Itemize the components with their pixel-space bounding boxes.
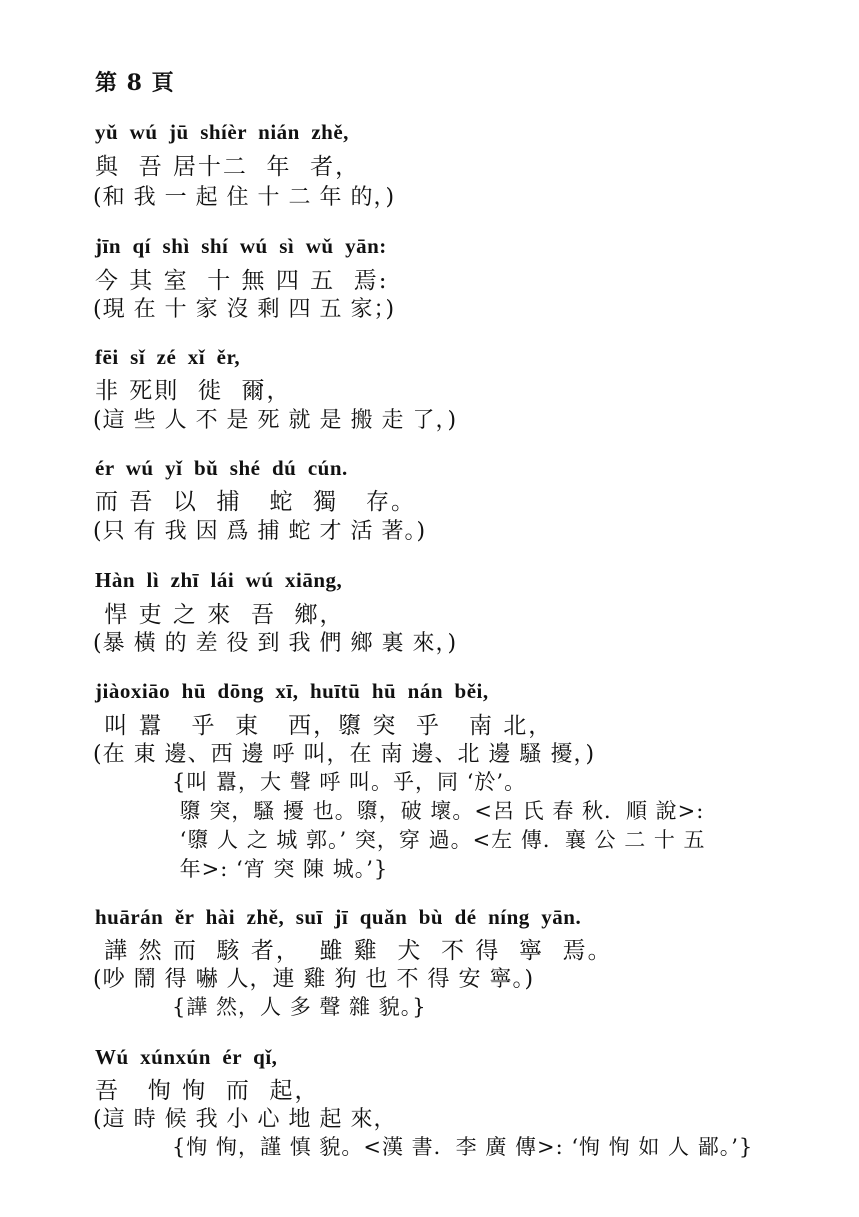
annotation-line: {譁 然，人 多 聲 雜 貌。} bbox=[172, 995, 427, 1019]
chinese-line: 叫 囂 乎 東 西，隳 突 乎 南 北， bbox=[95, 713, 554, 739]
pinyin-line: huārán ěr hài zhě, suī jī quǎn bù dé níng yān. bbox=[95, 905, 582, 929]
translation-line: (在 東 邊、西 邊 呼 叫，在 南 邊、北 邊 騷 擾，) bbox=[93, 742, 596, 767]
annotation-line: 年>: ‘宵 突 陳 城。’} bbox=[172, 857, 389, 881]
translation-line: (暴 橫 的 差 役 到 我 們 鄉 裏 來，) bbox=[93, 631, 458, 656]
translation-line: (和 我 一 起 住 十 二 年 的，) bbox=[93, 185, 396, 210]
chinese-line: 今 其 室 十 無 四 五 焉: bbox=[95, 268, 389, 294]
pinyin-line: Hàn lì zhī lái wú xiāng, bbox=[95, 568, 343, 592]
pinyin-line: jīn qí shì shí wú sì wǔ yān: bbox=[95, 234, 387, 258]
annotation-line: ‘隳 人 之 城 郭。’ 突，穿 過。<左 傳．襄 公 二 十 五 bbox=[172, 828, 706, 852]
translation-line: (這 時 候 我 小 心 地 起 來， bbox=[93, 1107, 397, 1132]
chinese-line: 與 吾 居十二 年 者， bbox=[95, 154, 361, 180]
translation-line: (現 在 十 家 沒 剩 四 五 家；) bbox=[93, 297, 396, 322]
chinese-line: 譁 然 而 駭 者， 雖 雞 犬 不 得 寧 焉。 bbox=[95, 938, 613, 964]
chinese-line: 吾 恂 恂 而 起， bbox=[95, 1078, 320, 1104]
pinyin-line: fēi sǐ zé xǐ ěr, bbox=[95, 345, 241, 369]
pinyin-line: Wú xúnxún ér qǐ, bbox=[95, 1045, 278, 1069]
annotation-line: 隳 突，騷 擾 也。隳，破 壞。<呂 氏 春 秋．順 說>: bbox=[172, 799, 705, 823]
chinese-line: 悍 吏 之 來 吾 鄉， bbox=[95, 602, 345, 628]
translation-line: (吵 鬧 得 嚇 人，連 雞 狗 也 不 得 安 寧。) bbox=[93, 967, 535, 992]
translation-line: (這 些 人 不 是 死 就 是 搬 走 了，) bbox=[93, 408, 458, 433]
chinese-line: 非 死則 徙 爾， bbox=[95, 378, 292, 404]
annotation-line: {叫 囂，大 聲 呼 叫。乎，同 ‘於’。 bbox=[172, 770, 527, 794]
pinyin-line: yǔ wú jū shíèr nián zhě, bbox=[95, 120, 349, 144]
annotation-line: {恂 恂，謹 慎 貌。<漢 書．李 廣 傳>: ‘恂 恂 如 人 鄙。’} bbox=[172, 1135, 754, 1159]
pinyin-line: jiàoxiāo hū dōng xī, huītū hū nán běi, bbox=[95, 679, 489, 703]
chinese-line: 而 吾 以 捕 蛇 獨 存。 bbox=[95, 489, 417, 515]
pinyin-line: ér wú yǐ bǔ shé dú cún. bbox=[95, 456, 348, 480]
page-number-label: 第 8 頁 bbox=[95, 70, 175, 96]
translation-line: (只 有 我 因 爲 捕 蛇 才 活 著。) bbox=[93, 519, 427, 544]
